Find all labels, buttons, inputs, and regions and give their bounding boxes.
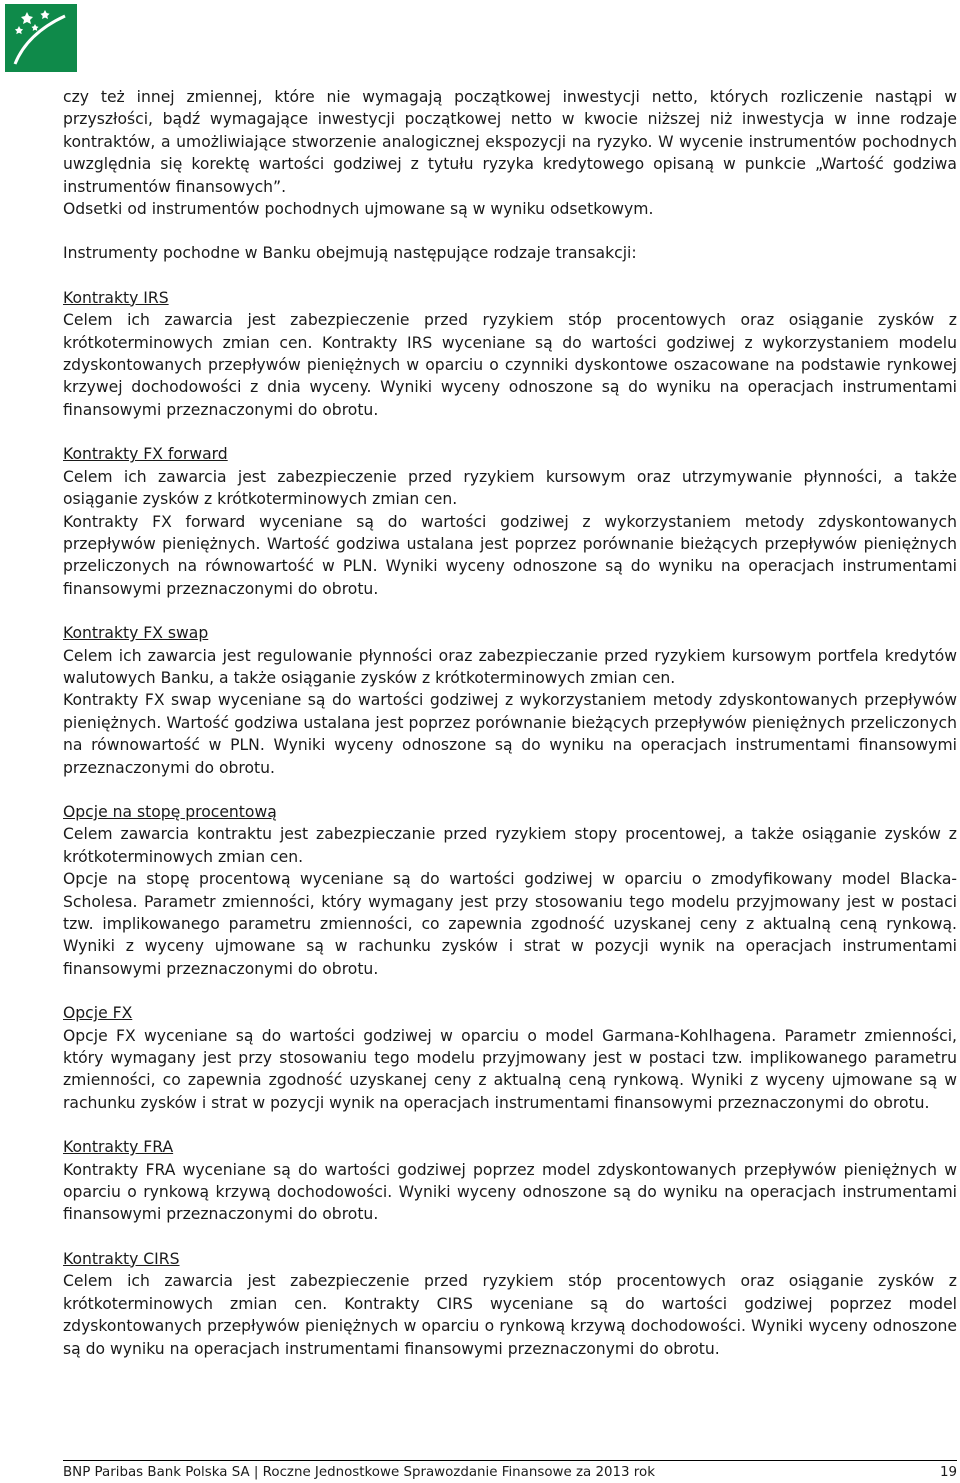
document-body (63, 86, 957, 1360)
section-heading-interest-rate-options: Opcje na stopę procentową (63, 802, 277, 821)
section-fx-forward-paragraph-2: Kontrakty FX forward wyceniane są do wartości godziwej z wykorzystaniem metody zdyskontowanych przepływów pieniężnych. Wartość godziwa ustalana jest poprzez porównanie bieżących przepływów pieniężnych przeliczonych na równowartość w PLN. Wyniki wyceny odnoszone są do wyniku na operacjach instrumentami finansowymi przeznaczonymi do obrotu. (63, 512, 957, 598)
footer-report-title: BNP Paribas Bank Polska SA | Roczne Jednostkowe Sprawozdanie Finansowe za 2013 rok (63, 1465, 655, 1480)
section-fx-options-paragraph: Opcje FX wyceniane są do wartości godziwej w oparciu o model Garmana-Kohlhagena. Parametr zmienności, który wymagany jest przy stosowaniu tego modelu przyjmowany jest w postaci tzw. implikowanego parametru zmienności, co zapewnia zgodność uzyskanej ceny z aktualną ceną rynkową. Wyniki z wyceny ujmowane są w rachunku zysków i strat w pozycji wynik na operacjach instrumentami finansowymi przeznaczonymi do obrotu. (63, 1026, 957, 1112)
footer-divider (63, 1460, 957, 1461)
intro-interest-note: Odsetki od instrumentów pochodnych ujmowane są w wyniku odsetkowym. (63, 200, 654, 219)
bnp-paribas-logo (5, 4, 77, 72)
intro-paragraph: czy też innej zmiennej, które nie wymagają początkowej inwestycji netto, których rozliczenie nastąpi w przyszłości, bądź wymagające inwestycji początkowej netto w kwocie niższej niż inwestycja w inne rodzaje kontraktów, a umożliwiające stworzenie analogicznej ekspozycji na ryzyko. W wycenie instrumentów pochodnych uwzględnia się korektę wartości godziwej z tytułu ryzyka kredytowego opisaną w punkcie „Wartość godziwa instrumentów finansowych”. (63, 88, 957, 196)
section-fx-forward-paragraph-1: Celem ich zawarcia jest zabezpieczenie przed ryzykiem kursowym oraz utrzymywanie płynności, a także osiąganie zysków z krótkoterminowych zmian cen. (63, 467, 957, 509)
section-heading-fx-swap: Kontrakty FX swap (63, 624, 209, 643)
section-heading-fx-forward: Kontrakty FX forward (63, 445, 228, 464)
section-cirs-paragraph: Celem ich zawarcia jest zabezpieczenie przed ryzykiem stóp procentowych oraz osiąganie zysków z krótkoterminowych zmian cen. Kontrakty CIRS wyceniane są do wartości godziwej poprzez model zdyskontowanych przepływów pieniężnych w oparciu o rynkową krzywą dochodowości. Wyniki wyceny odnoszone są do wyniku na operacjach instrumentami finansowymi przeznaczonymi do obrotu. (63, 1272, 957, 1358)
section-heading-irs: Kontrakty IRS (63, 288, 169, 307)
intro-transactions-lead: Instrumenty pochodne w Banku obejmują następujące rodzaje transakcji: (63, 244, 637, 263)
section-fx-swap-paragraph-1: Celem ich zawarcia jest regulowanie płynności oraz zabezpieczanie przed ryzykiem kursowym portfela kredytów walutowych Banku, a także osiąganie zysków z krótkoterminowych zmian cen. (63, 646, 957, 687)
bnp-paribas-stars-logo-icon (5, 4, 77, 72)
section-irs-paragraph: Celem ich zawarcia jest zabezpieczenie przed ryzykiem stóp procentowych oraz osiąganie zysków z krótkoterminowych zmian cen. Kontrakty IRS wyceniane są do wartości godziwej z wykorzystaniem modelu zdyskontowanych przepływów pieniężnych w oparciu o czynniki dyskontowe oszacowane na podstawie rynkowej krzywej dochodowości z dnia wyceny. Wyniki wyceny odnoszone są do wyniku na operacjach instrumentami finansowymi przeznaczonymi do obrotu. (63, 311, 957, 419)
section-heading-fx-options: Opcje FX (63, 1004, 133, 1023)
section-fx-swap-paragraph-2: Kontrakty FX swap wyceniane są do wartości godziwej z wykorzystaniem metody zdyskontowanych przepływów pieniężnych. Wartość godziwa ustalana jest poprzez porównanie bieżących przepływów pieniężnych przeliczonych na równowartość w PLN. Wyniki wyceny odnoszone są do wyniku na operacjach instrumentami finansowymi przeznaczonymi do obrotu. (63, 691, 957, 777)
section-interest-rate-options-paragraph-2: Opcje na stopę procentową wyceniane są do wartości godziwej w oparciu o zmodyfikowany model Blacka-Scholesa. Parametr zmienności, który wymagany jest przy stosowaniu tego modelu przyjmowany jest w postaci tzw. implikowanego parametru zmienności, co zapewnia zgodność uzyskanej ceny z aktualną ceną rynkową. Wyniki z wyceny ujmowane są w rachunku zysków i strat w pozycji wynik na operacjach instrumentami finansowymi przeznaczonymi do obrotu. (63, 870, 957, 978)
section-heading-fra: Kontrakty FRA (63, 1138, 174, 1157)
section-heading-cirs: Kontrakty CIRS (63, 1249, 180, 1268)
page-footer (63, 1465, 957, 1481)
page-number: 19 (939, 1465, 957, 1480)
section-interest-rate-options-paragraph-1: Celem zawarcia kontraktu jest zabezpieczanie przed ryzykiem stopy procentowej, a także osiąganie zysków z krótkoterminowych zmian cen. (63, 825, 957, 866)
section-fra-paragraph: Kontrakty FRA wyceniane są do wartości godziwej poprzez model zdyskontowanych przepływów pieniężnych w oparciu o rynkową krzywą dochodowości. Wyniki wyceny odnoszone są do wyniku na operacjach instrumentami finansowymi przeznaczonymi do obrotu. (63, 1160, 957, 1224)
